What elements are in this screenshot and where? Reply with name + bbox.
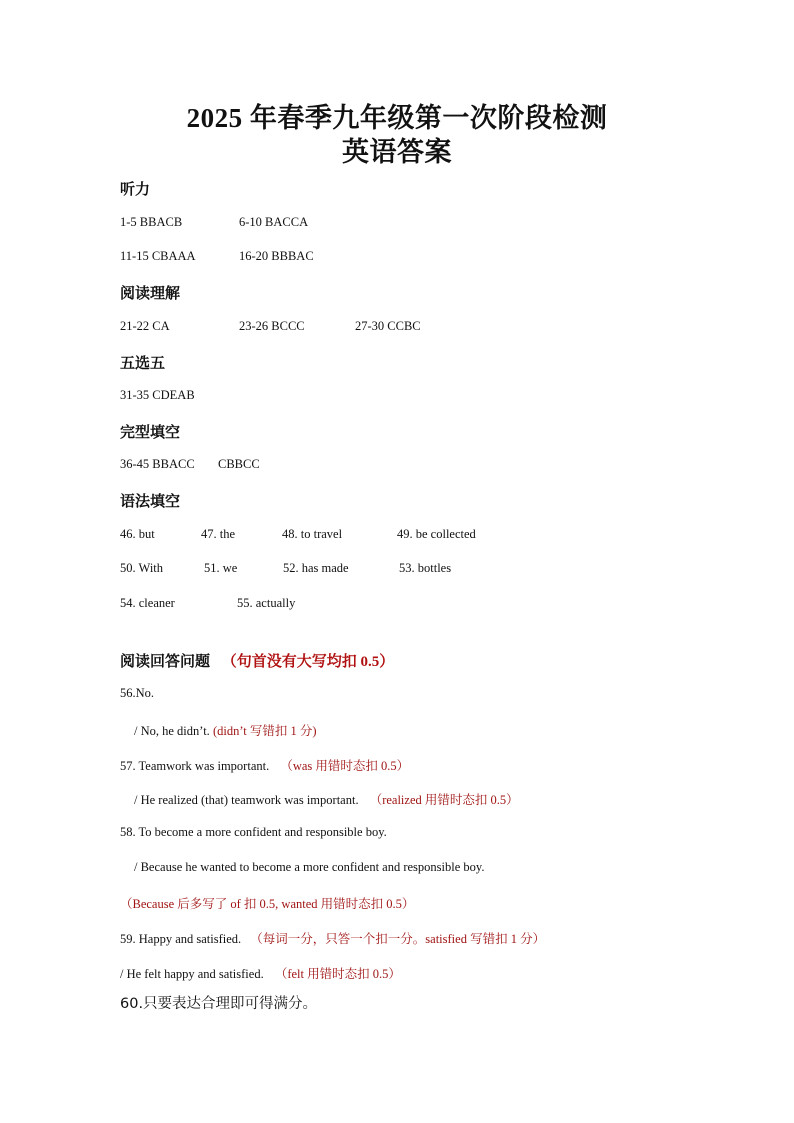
answer-line (120, 756, 409, 774)
qa-heading-label: 阅读回答问题 (120, 654, 211, 670)
answer-text: 59. Happy and satisfied. (120, 932, 242, 946)
answer-line (134, 790, 519, 808)
answer-text: / He realized (that) teamwork was important. (134, 793, 359, 807)
qa-heading-note: （句首没有大写均扣 0.5） (221, 654, 395, 670)
answer-line (120, 929, 545, 947)
answer-text: 56.No. (120, 686, 155, 700)
section-heading-reading: 阅读理解 (120, 286, 181, 302)
answer-group: 1-5 BBACB (120, 215, 183, 229)
answer-item: 52. has made (283, 561, 349, 575)
answer-group: 21-22 CA (120, 319, 170, 333)
scoring-note: （每词一分，只答一个扣一分。satisfied 写错扣 1 分） (250, 932, 546, 946)
answer-group: 16-20 BBBAC (239, 249, 314, 263)
answer-item: 54. cleaner (120, 596, 175, 610)
answer-text: / Because he wanted to become a more confident and responsible boy. (134, 860, 485, 874)
answer-item: 49. be collected (397, 527, 476, 541)
answer-group: 27-30 CCBC (355, 319, 421, 333)
section-heading-listening: 听力 (120, 182, 151, 198)
answer-group: 36-45 BBACC (120, 457, 195, 471)
scoring-note: （felt 用错时态扣 0.5） (274, 967, 401, 981)
scoring-note: （Because 后多写了 of 扣 0.5, wanted 用错时态扣 0.5） (120, 897, 415, 911)
answer-text: 58. To become a more confident and responsible boy. (120, 825, 387, 839)
answer-line (120, 964, 401, 982)
answer-group: 31-35 CDEAB (120, 388, 195, 402)
answer-line (120, 894, 414, 912)
answer-group: CBBCC (218, 457, 260, 471)
answer-line (134, 860, 484, 875)
section-heading-qa (120, 650, 394, 671)
answer-group: 23-26 BCCC (239, 319, 305, 333)
answer-group: 6-10 BACCA (239, 215, 309, 229)
answer-item: 51. we (204, 561, 238, 575)
scoring-note: (didn’t 写错扣 1 分) (212, 724, 317, 738)
section-heading-cloze: 完型填空 (120, 425, 181, 441)
answer-text: 57. Teamwork was important. (120, 759, 270, 773)
section-heading-grammar: 语法填空 (120, 494, 181, 510)
answer-line (134, 721, 317, 739)
answer-item: 47. the (201, 527, 236, 541)
answer-text: / He felt happy and satisfied. (120, 967, 264, 981)
answer-item: 46. but (120, 527, 155, 541)
page-subtitle: 英语答案 (342, 137, 452, 167)
answer-item: 48. to travel (282, 527, 343, 541)
answer-line (120, 686, 154, 701)
answer-item: 55. actually (237, 596, 296, 610)
answer-item: 50. With (120, 561, 164, 575)
section-heading-five-choice: 五选五 (120, 356, 166, 372)
answer-item: 53. bottles (399, 561, 452, 575)
answer-line (120, 825, 387, 840)
page-title: 2025 年春季九年级第一次阶段检测 (186, 103, 608, 133)
answer-text: / No, he didn’t. (134, 724, 210, 738)
answer-group: 11-15 CBAAA (120, 249, 196, 263)
scoring-note: （was 用错时态扣 0.5） (280, 759, 410, 773)
scoring-note: （realized 用错时态扣 0.5） (369, 793, 519, 807)
final-answer: 60.只要表达合理即可得满分。 (120, 996, 318, 1012)
